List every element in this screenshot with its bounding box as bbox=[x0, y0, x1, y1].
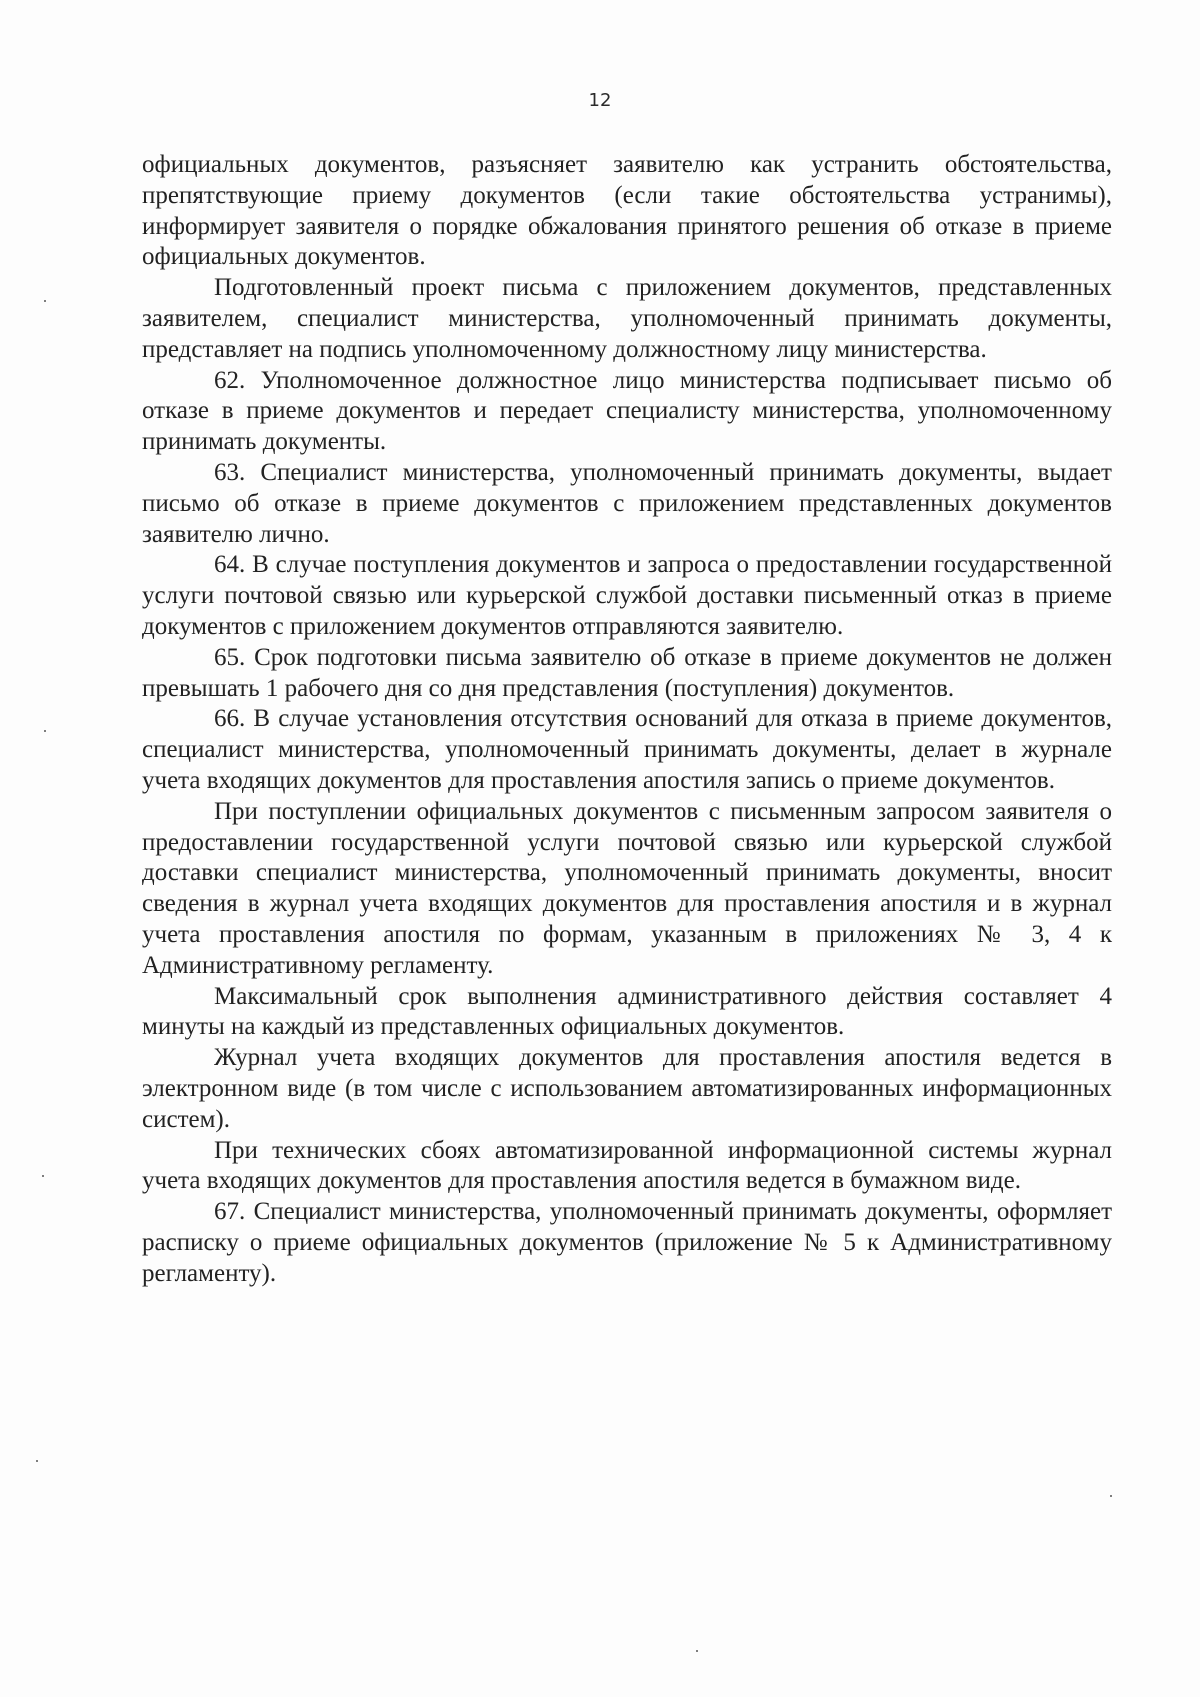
scan-speck bbox=[44, 730, 46, 732]
paragraph-clause-63: 63. Специалист министерства, уполномоченный принимать документы, выдает письмо об отказе в приеме документов с приложением представленных документов заявителю лично. bbox=[142, 458, 1112, 548]
scan-speck bbox=[44, 300, 46, 302]
page-number: 12 bbox=[588, 90, 612, 111]
paragraph: При поступлении официальных документов с письменным запросом заявителя о предоставлении государственной услуги почтовой связью или курьерской службой доставки специалист министерства, уполномоченный принимать документы, вносит сведения в журнал учета входящих документов для проставления апостиля и в журнал учета проставления апостиля по формам, указанным в приложениях № 3, 4 к Административному регламенту. bbox=[142, 797, 1112, 979]
document-body bbox=[142, 150, 1112, 1289]
paragraph: Максимальный срок выполнения административного действия составляет 4 минуты на каждый из представленных официальных документов. bbox=[142, 982, 1112, 1041]
paragraph-continuation: официальных документов, разъясняет заявителю как устранить обстоятельства, препятствующие приему документов (если такие обстоятельства устранимы), информирует заявителя о порядке обжалования принятого решения об отказе в приеме официальных документов. bbox=[142, 151, 1112, 271]
scan-speck bbox=[1110, 1495, 1112, 1497]
paragraph-clause-66: 66. В случае установления отсутствия оснований для отказа в приеме документов, специалист министерства, уполномоченный принимать документы, делает в журнале учета входящих документов для проставления апостиля запись о приеме документов. bbox=[142, 705, 1112, 794]
paragraph-clause-62: 62. Уполномоченное должностное лицо министерства подписывает письмо об отказе в приеме документов и передает специалисту министерства, уполномоченному принимать документы. bbox=[142, 366, 1112, 456]
scan-speck bbox=[42, 1175, 44, 1177]
paragraph: Журнал учета входящих документов для проставления апостиля ведется в электронном виде (в том числе с использованием автоматизированных информационных систем). bbox=[142, 1044, 1112, 1133]
paragraph: Подготовленный проект письма с приложением документов, представленных заявителем, специалист министерства, уполномоченный принимать документы, представляет на подпись уполномоченному должностному лицу министерства. bbox=[142, 274, 1112, 363]
scan-speck bbox=[36, 1460, 38, 1462]
scan-speck bbox=[696, 1650, 698, 1652]
paragraph-clause-67: 67. Специалист министерства, уполномоченный принимать документы, оформляет расписку о приеме официальных документов (приложение № 5 к Административному регламенту). bbox=[142, 1198, 1112, 1287]
paragraph-clause-65: 65. Срок подготовки письма заявителю об отказе в приеме документов не должен превышать 1 рабочего дня со дня представления (поступления) документов. bbox=[142, 643, 1112, 702]
paragraph: При технических сбоях автоматизированной информационной системы журнал учета входящих документов для проставления апостиля ведется в бумажном виде. bbox=[142, 1136, 1112, 1195]
paragraph-clause-64: 64. В случае поступления документов и запроса о предоставлении государственной услуги почтовой связью или курьерской службой доставки письменный отказ в приеме документов с приложением документов отправляются заявителю. bbox=[142, 551, 1112, 640]
